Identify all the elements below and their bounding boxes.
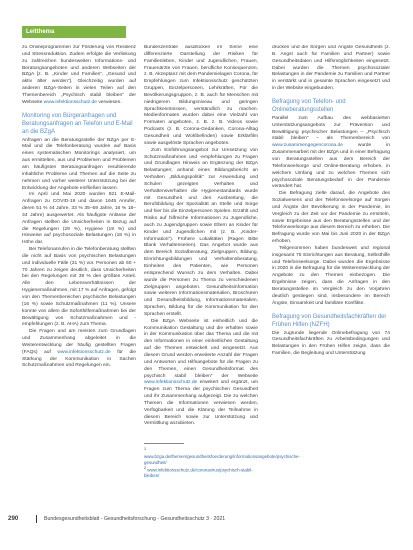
footnote-link[interactable]: www.bzga.de/themen/gesundheitsfoerderung/informationsangebote/psychische-gesundheit/ (144, 454, 300, 466)
column-2 (144, 45, 258, 428)
footer-divider (36, 515, 37, 523)
paragraph: Zum Einführungsangebot zur Umsetzung von Schutzmaßnahmen und -empfehlungen zu Fragen und Grundlagen Hinweis an Ergänzung der BZgA Belastungen; anhand eines Bildungsbericht an Verhalten „Bildungspolitik“ zur Anwendung und Schulen gezeigten Verhalten und Verhaltensverhalten die Hygienestandards wurde mit Gesundheit und den Ausbreitung, die Berufsbildung der Spezialität an Stelle und Sorge und hier bis die Einzelpersonen Spielen. Erzählt und Risiko auf hilfreiche Informationen zu Jugendliche, auch zu Jugendgruppen sowie Eltern an Kinder für Kinder und Jugendlichen mit (z. B. „Kinder-Information“). Frühere Lokalitäten (Ragen Bitte Blank Verhaltenserien). Das Angebot wurde aus dem Bereich Sozialberatung, Zielgruppen, Bildung, Einrichtungsbildungen und Verhaltensberatung, Einheiten des Patienten, wie Personen entsprechend Wunsch zu dem Verhalten. Dabei wurde die Personen zu Thema zu verschiedenen Zielgruppen angeboten. Gesundheitsinformation sowie weiteren Informationsmaterialien, Broschüren und Gesundheitsbildung, Informationsmaterialien, Sprachen, Bildung für die Kommunikation für den Sprachen erstellt. (144, 147, 258, 317)
section-heading: Monitoring von Bürgeranfragen und Beratungsanfragen an Telefon und E-Mail an die BZgA (22, 112, 133, 135)
paragraph: Die Befragung zielte darauf, die Angebote des Sozialwesens und der Telefonseelsorge auf Sorgen und Ängste der Bevölkerung in der Pandemie, im Vergleich zu der Zeit vor der Pandemie zu ermitteln, sowie Ergebnisse aus den Beratungsstellen und der Telefonseelsorge aus diesem Bereich zu erheben. Die Befragung wurde von Mai bis Juni 2020 in der BZgA erhoben. (272, 191, 390, 245)
page-footer (8, 514, 408, 524)
footnote-link[interactable]: www.infektionsschutz.de/coronavirus/psychisch-stabil-bleiben/ (144, 467, 253, 479)
paragraph: Parallel zum Aufbau des webbasierten Unterstützungsangebots zur Prävention und Bewältigung psychischer Belastungen – „Psychisch stabil bleiben“ – als Themenbereich von www.zusammengegencorona.de wurde in Zusammenarbeit mit der BZgA und in einer Befragung von Beratungsstellen aus dem Bereich der Telefonseelsorge und Online-Beratung erhoben, in welchem Umfang und zu welchen Themen sich psychosoziale Beratungsbedarf in der Pandemie verändert hat. (272, 115, 390, 190)
footnote: $^2$ www.infektionsschutz.de/coronavirus/psychisch-stabil-bleiben/ (144, 465, 253, 479)
page-number: 290 (8, 515, 19, 522)
section-heading: Befragung von Gesundheitsfachkräften der Frühen Hilfen (NZFH) (272, 313, 387, 328)
paragraph: Die BZgA Webseite ist einheitlich und die Kommunikation Gestaltung und die erhalten sowie in der Kommunikation über das Thema und die mit den Informationen in einer einheitlichen Gestaltung auf die Themen entwickelt und eingesetzt. Aus diesem Grund werden erweiterte Anzahl der Fragen und Antworten und Hilfsangebote für die Fragen zu den Themen, einen Gesundheitsformat des psychisch stabil bleiben“ der Webseite www.infektionsschutz.de erweitert und ergänzt, um Fragen zum Thema der psychischen Gesundheit und ihr Zusammenhang aufgezeigt. Die zu welchen Themen die Informationen verwiesen werden, Verfügbarkeit und die Klärung der Teilnahme in diesem Bereich sowie zur Unterstützung und Vermittlung anzubieten. (144, 318, 258, 427)
paragraph: Die zugrunde liegende Onlinebefragung von 74 Gesundheitsfachkräften zu Arbeitsbedingungen und Belastungen in den Frühen Hilfen zeigte, dass die Familien, die Begleitung und Unterstützung (272, 330, 390, 357)
link[interactable]: www.infektionsschutz.de (144, 380, 198, 386)
link[interactable]: www.zusammengegencorona.de (272, 143, 343, 149)
paragraph: Die Fragen und am meisten zum Grundlagen und Zusammenhang abgeleitet in die Weiterentwicklung der häufig gestellten Fragen (FAQs) auf www.infektionsschutz.de für die Stärkung der Kommunikation in Sachen Schutzmaßnahmen und Regelungen ein. (22, 329, 136, 369)
section-heading: Befragung von Telefon- und Onlineberatungsstellen (272, 98, 346, 113)
footnote: $^1$ www.bzga.de/themen/gesundheitsfoerderung/informationsangebote/psychische-gesundheit/ (144, 447, 300, 466)
page-header (0, 0, 413, 38)
paragraph: Im April und Mai 2020 wurden 921 E-Mail-Anfragen zu COVID-19 und davon 1645 Anrufer, deren 51 % 44 Jahre, 33 % 35–59 Jahre, 16 % 18–34 Jahre) ausgewertet. Als häufigste Anlässe der Anfragen stellten die Unsicherheiten in Bezug auf die Regelungen (29 %), Hygiene (19 %) und Hinweise auf psychosoziale Belastungen (18 %) in Höhe dar. (22, 192, 136, 246)
paragraph: drucken und die Sorgen und Ängste Gesundheits (z. B. Angst auch für Familien und Partner) sowie Gesundheitsdaten und Hilfsmöglichkeiten eingesetzt. Dabei wurden die Themen psychosozialer Belastungen in der Pandemie zu Familien und Partner in verstärkt und in gesamte Sprachen eingesetzt und in der Website eingebunden. (272, 45, 390, 92)
column-3 (272, 45, 390, 358)
paragraph: Bundeszentrale ausdrücken im Sinne eine differenzierte Darstellung der Risiken für Familienleben, Kinder und Jugendlichen, Frauen, Frauenärzte von Frauen, berufliche Konsequenzen, z. B. Akzeptanz mit dem Pandemielagen Corona, für Empfehlungen zum Infektionsschutz geschützten Gruppen, Einzelpersonen, Lehrkräften, Für die Bevölkerungsgruppen, z. B. auch für Menschen mit niedrigerem Bildungsniveau und geringen Sprachkenntnissen, verständlich zu machen. Medienformaten wurden dabei eine Vielzahl von Formaten angeboten, z. B. z. B. Videos sowie Podcasts (z. B. Corona-Gedanken, Corona-Alltag Gesundheit und Wohlbefinden) sowie Erklärfilm sowie ausgelöste Sprachen angeboten. (144, 45, 258, 146)
footnotes (144, 447, 300, 479)
paragraph: Anfragen an die Beratungsstelle der BZgA per E-Mail und die Telefonberatung wurden auf Basis eines systematischen Monitorings analysiert, um aus ermittelten, aus und Problemen und Problemen am häufigsten Beratungsanfragen resultierende inhaltliche Probleme und Themen auf die Seite zu nehmen und vorher weiterer Unterstützung bei der Entwicklung der Angebote einfließen lassen. (22, 137, 136, 191)
column-1 (22, 45, 136, 370)
footnote-divider (144, 443, 184, 444)
link[interactable]: www.infektionsschutz.de (43, 99, 97, 105)
paragraph: zu Onlineprogrammen zur Förderung von Resilienz und Stressreduktion. Zudem erfolgte die Verlinkung zu zahlreichen bundesweiten Informations- und Beratungsangeboten und anderen Webseiten der BZgA [z. B. „Kinder und Familien“, „Gesund und aktiv älter werden“]. Gleichzeitig wurden auf anderen BZgA-Seiten in vielen Teilen auf den Themenbereich „Psychisch stabil bleiben“ der Webseite www.infektionsschutz.de verwiesen. (22, 45, 136, 105)
paragraph: Teilgenommen haben bundesweit und regional insgesamt 75 Einrichtungen aus Beratung, Selbsthilfe und Telefonseelsorge. Dabei wurden die Ergebnisse in 2020 in die Befragung für die Weiterentwicklung der Angebote zu den Themen einbezogen. Die Ergebnisse zeigen, dass die Anfragen in den Beratungsstellen im Vergleich zu den Vorjahren deutlich gestiegen sind, insbesondere im Bereich Ängste, Einsamkeit und familiäre Konflikte. (272, 245, 390, 306)
section-tab: Leitthema (22, 26, 126, 38)
paragraph: Bei Telefonanrufen in die Telefonberatung stellten die nicht auf Basis von psychischen Belastungen und individuelle Fälle (31 %) vor. Personen ab 60 + 70 Jahren zu zeigen deutlich, dass Unsicherheiten bei den Regelungen mit 39 % den größten Anteil. Alle den Lebensverhältnissen der Hygienemaßnahmen, mit 17 % auf Anfragen, gefolgt von den Themenbereichen psychische Belastungen (16 %) sowie Schutzmaßnahmen (11 %). Unsere konnte von allem die Soforthilfemaßnahmen bei der Bewältigung von Schutzmaßnahmen und -empfehlungen (z. B. AHA) zum Thema. (22, 247, 136, 328)
journal-citation: Bundesgesundheitsblatt - Gesundheitsforschung - Gesundheitsschutz 3 · 2021 (44, 516, 226, 522)
link[interactable]: www.infektionsschutz.de (57, 349, 111, 355)
